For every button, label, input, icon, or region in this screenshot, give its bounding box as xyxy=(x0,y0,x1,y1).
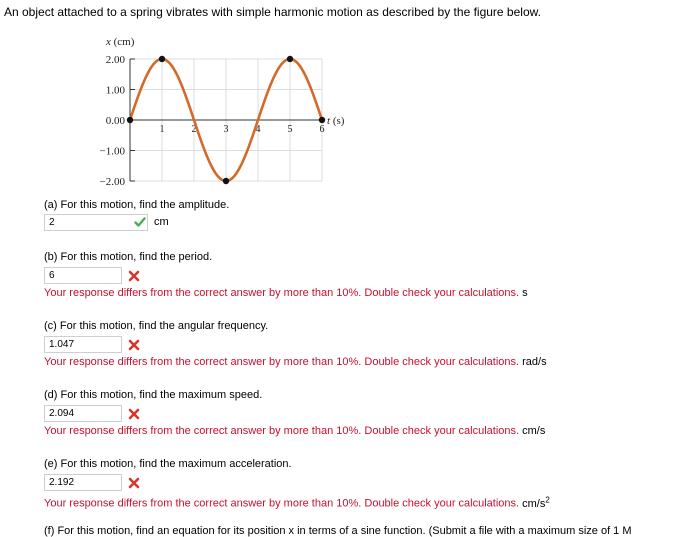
y-tick-label: 1.00 xyxy=(105,84,125,97)
y-tick-label: 0.00 xyxy=(105,115,125,127)
x-axis-label: t (s) xyxy=(327,115,345,127)
x-mark-icon xyxy=(128,270,140,282)
checkmark-icon xyxy=(134,216,146,228)
x-tick-labels xyxy=(160,124,325,135)
question-b-prompt: (b) For this motion, find the period. xyxy=(44,251,213,263)
answer-b-unit: s xyxy=(522,287,528,299)
question-d-prompt: (d) For this motion, find the maximum speed. xyxy=(44,389,263,401)
answer-e-input[interactable]: 2.192 xyxy=(44,474,122,491)
data-point xyxy=(287,56,293,62)
y-tick-labels xyxy=(100,54,126,188)
feedback-d: Your response differs from the correct answer by more than 10%. Double check your calculations. cm/s xyxy=(44,425,546,437)
answer-e-unit: $cm/s^2$ xyxy=(522,495,550,510)
answer-a-input[interactable]: 2 xyxy=(44,214,148,231)
answer-b-input[interactable]: 6 xyxy=(44,267,122,284)
y-tick-label: −1.00 xyxy=(99,145,125,158)
data-point xyxy=(159,56,165,62)
data-point xyxy=(223,178,229,184)
question-e-prompt: (e) For this motion, find the maximum acceleration. xyxy=(44,458,292,470)
data-point xyxy=(127,117,133,123)
x-mark-icon xyxy=(128,408,140,420)
feedback-c: Your response differs from the correct answer by more than 10%. Double check your calculations. rad/s xyxy=(44,356,547,368)
answer-c-input[interactable]: 1.047 xyxy=(44,336,122,353)
answer-d-unit: cm/s xyxy=(522,425,546,437)
feedback-e: Your response differs from the correct answer by more than 10%. Double check your calculations. $cm/s^2$ xyxy=(44,495,550,510)
x-tick-label: 5 xyxy=(287,124,293,135)
x-tick-label: 6 xyxy=(319,124,325,135)
x-tick-label: 4 xyxy=(255,124,261,135)
feedback-b: Your response differs from the correct answer by more than 10%. Double check your calculations. s xyxy=(44,287,528,299)
answer-a-unit: cm xyxy=(154,216,169,228)
answer-c-unit: rad/s xyxy=(522,356,547,368)
y-tick-label: 2.00 xyxy=(105,54,125,66)
x-tick-label: 2 xyxy=(191,124,197,135)
shm-graph xyxy=(86,32,346,192)
x-tick-label: 3 xyxy=(223,124,229,135)
y-tick-label: −2.00 xyxy=(99,176,125,188)
x-mark-icon xyxy=(128,339,140,351)
y-axis-label: x (cm) xyxy=(106,36,135,48)
x-tick-label: 1 xyxy=(159,124,165,135)
question-a-prompt: (a) For this motion, find the amplitude. xyxy=(44,199,230,211)
question-c-prompt: (c) For this motion, find the angular frequency. xyxy=(44,320,269,332)
data-point xyxy=(319,117,325,123)
x-mark-icon xyxy=(128,477,140,489)
answer-d-input[interactable]: 2.094 xyxy=(44,405,122,422)
problem-intro: An object attached to a spring vibrates with simple harmonic motion as described by the figure below. xyxy=(4,5,541,19)
question-f-cutoff: (f) For this motion, find an equation for its position x in terms of a sine function. (Submit a file with a maximum size of 1 M xyxy=(44,525,632,537)
